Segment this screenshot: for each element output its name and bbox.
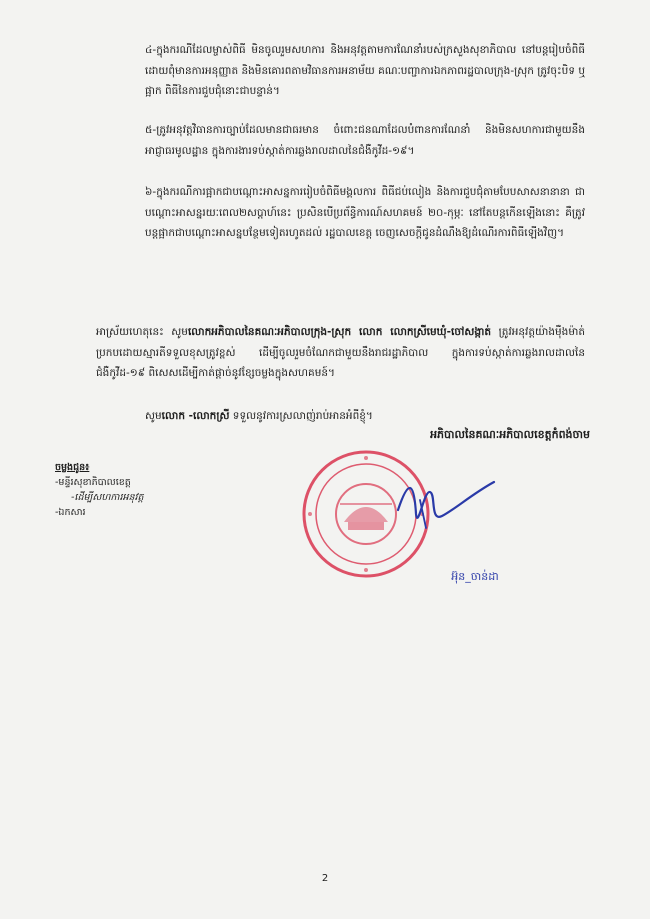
paragraph-point-4: ៤-ក្នុងករណីដែលម្ចាស់ពិធី មិនចូលរួមសហការ និងអនុវត្តតាមការណែនាំរបស់ក្រសួងសុខាភិបាល នៅបន្តរៀបចំពិធីដោយពុំមានការអនុញ្ញាត និងមិនគោរពតាមវិធានការអនាម័យ គណៈបញ្ជាការឯកភាពរដ្ឋបាលក្រុង-ស្រុក ត្រូវចុះបិទ ឬផ្អាក ពិធីនៃការជួបជុំនោះជាបន្ទាន់។ [145, 44, 585, 97]
signature-icon [390, 470, 500, 540]
regards-body: ទទួលនូវការស្រលាញ់រាប់អានអំពីខ្ញុំ។ [229, 410, 373, 422]
closing-intro: អាស្រ័យហេតុនេះ សូម [96, 326, 188, 338]
copy-to-item: -ដើម្បីសហការអនុវត្ត [71, 492, 144, 503]
copy-to-heading: ចម្លងជូន៖ [55, 462, 90, 473]
regards-line [145, 406, 585, 427]
paragraph-point-5: ៥-ត្រូវអនុវត្តវិធានការច្បាប់ដែលមានជាធរមាន ចំពោះជនណាដែលបំពានការណែនាំ និងមិនសហការជាមួយនឹងអាជ្ញាធរមូលដ្ឋាន ក្នុងការងារទប់ស្កាត់ការឆ្លងរាលដាលនៃជំងឺកូវីដ-១៩។ [145, 124, 585, 157]
regards-addressee: លោក -លោកស្រី [161, 410, 230, 422]
copy-to-item: -ឯកសារ [55, 507, 86, 518]
regards-intro: សូម [145, 410, 162, 422]
closing-paragraph [96, 322, 585, 384]
signer-title: អភិបាលនៃគណៈអភិបាលខេត្តកំពង់ចាម [430, 428, 590, 441]
copy-to-item: -មន្ទីរសុខាភិបាលខេត្ត [55, 477, 131, 488]
paragraph-point-6: ៦-ក្នុងករណីការផ្អាកជាបណ្តោះអាសន្នការរៀបចំពិធីមង្គលការ ពិធីជប់លៀង និងការជួបជុំតាមបែបសាសនានានា ជាបណ្តោះអាសន្នរយៈពេល២សប្តាហ៍នេះ ប្រសិនបើប្រព័ន្ធិការណ៍សហគមន៍ ២០-កុម្ភៈ នៅតែបន្តកើនឡើងនោះ គឺត្រូវបន្តផ្អាកជាបណ្តោះអាសន្នបន្ថែមទៀតរហូតដល់ រដ្ឋបាលខេត្ត ចេញសេចក្តីជូនដំណឹងឱ្យដំណើរការពិធីឡើងវិញ។ [145, 186, 585, 239]
copy-to-block [55, 460, 215, 520]
closing-body: ត្រូវអនុវត្តយ៉ាងម៉ឺងម៉ាត់ ប្រកបដោយស្មារតីទទួលខុសត្រូវខ្ពស់ ដើម្បីចូលរួមចំណែកជាមួយនឹងរាជរដ្ឋាភិបាល ក្នុងការទប់ស្កាត់ការឆ្លងរាលដាលនៃជំងឺកូវីដ-១៩ ពិសេសដើម្បីកាត់ផ្តាច់នូវខ្សែចម្លងក្នុងសហគមន៍។ [96, 326, 586, 379]
signer-name: អ៊ុន_ចាន់ដា [451, 570, 499, 583]
page-number: 2 [321, 873, 329, 884]
closing-addressees: លោកអភិបាលនៃគណៈអភិបាលក្រុង-ស្រុក លោក លោកស្រីមេឃុំ-ចៅសង្កាត់ [187, 326, 492, 338]
